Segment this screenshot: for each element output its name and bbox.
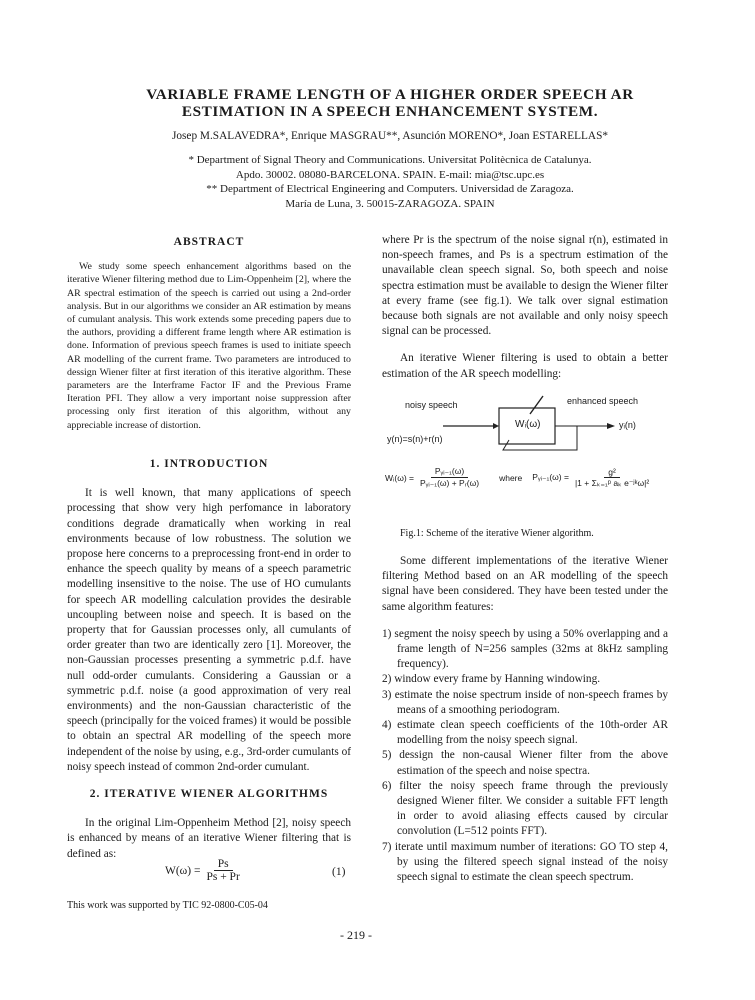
figure-1-diagram — [385, 388, 685, 528]
list-item: 4) estimate clean speech coefficients of the 10th-order AR modelling from the noisy speech signal. — [382, 719, 668, 747]
affiliation-line: María de Luna, 3. 50015-ZARAGOZA. SPAIN — [285, 197, 495, 210]
wiener-eq-lhs: Wᵢ(ω) = — [385, 472, 414, 483]
wiener-equation — [385, 466, 655, 489]
authors: Josep M.SALAVEDRA*, Enrique MASGRAU**, Asunción MORENO*, Joan ESTARELLAS* — [171, 130, 609, 142]
introduction-section — [67, 457, 351, 775]
section2-body: In the original Lim-Oppenheim Method [2], noisy speech is enhanced by means of an iterative Wiener filtering that is defined as: — [67, 817, 351, 860]
introduction-body: It is well known, that many applications of speech processing that show very high perfomance in laboratory conditions degrade dramatically when working in real environments because of low robustness. The solution we propose here concerns to a preprocessing front-end in order to enhance the speech quality by means of a speech parametric modelling insensitive to the noise. The use of HO cumulants for speech AR modelling calculation provides the desirable uncoupling between noise and speech. It is based on the property that for Gaussian processes only, all cumulants of order greater than two are identically zero [1]. Moreover, the non-Gaussian processes presenting a symmetric p.d.f. have null odd-order cumulants. Considering a Gaussian or a symmetric p.d.f. noise (a good approximation of very real environments) and the non-Gaussian characteristic of the speech (principally for the voiced frames) it would be possible to obtain an spectral AR modelling of the speech more independent of the noise by using, e.g., 3rd-order cumulants of noisy speech instead of common 2nd-order cumulant. — [67, 487, 351, 773]
footnote: This work was supported by TIC 92-0800-C05-04 — [67, 900, 268, 911]
ar-eq-fraction — [575, 467, 649, 489]
title-line-2: ESTIMATION IN A SPEECH ENHANCEMENT SYSTEM. — [181, 103, 599, 120]
wiener-eq-denominator: Pᵧᵢ₋₁(ω) + Pᵣ(ω) — [419, 478, 480, 488]
list-item: 2) window every frame by Hanning windowing. — [382, 673, 601, 686]
input-label: noisy speech — [405, 400, 458, 410]
list-item: 7) iterate until maximum number of iterations: GO TO step 4, by using the filtered speech signal instead of the noisy speech signal to estimate the clean speech spectrum. — [382, 840, 668, 884]
equation-numerator: Ps — [214, 858, 233, 871]
equation-lhs: W(ω) = — [165, 864, 201, 877]
right-column-top — [382, 233, 668, 382]
where-label: where — [499, 472, 523, 483]
page-number: - 219 - — [340, 928, 372, 942]
algorithm-steps — [382, 627, 668, 885]
equation-1 — [165, 858, 246, 883]
abstract-body: We study some speech enhancement algorithms based on the iterative Wiener filtering method due to Lim-Oppenheim [2], where the AR spectral estimation of the speech is carried out using a 2nd-order analysis. But in our algorithms we consider an AR estimation by means of cumulant analysis. This work extends some preceding papers due to the authors, providing a different frame length where AR estimation is done. Information of previous speech frames is used to initiate speech AR modelling of the current frame. Two parameters are introduced to dessign Wiener filter at first iteration of this iterative algorithm. These parameters are the Interframe Factor IF and the Previous Frame Iteration PFI. They allow a very important noise suppression after processing only first iteration of this algorithm, without any appreciable increase of distortion. — [67, 261, 351, 431]
equation-fraction — [206, 858, 239, 883]
affiliation-line: ** Department of Electrical Engineering and Computers. Universidad de Zaragoza. — [206, 183, 574, 195]
introduction-heading: 1. INTRODUCTION — [149, 458, 269, 470]
list-item: 3) estimate the noise spectrum inside of non-speech frames by means of a smoothing periodogram. — [382, 688, 668, 716]
input-equation: y(n)=s(n)+r(n) — [387, 434, 443, 444]
equation-denominator: Ps + Pr — [206, 871, 240, 883]
paper-title — [60, 86, 720, 120]
output-signal: yᵢ(n) — [619, 420, 636, 430]
ar-eq-lhs: Pᵧᵢ₋₁(ω) = — [532, 472, 569, 482]
affiliation-line: * Department of Signal Theory and Communications. Universitat Politècnica de Catalunya. — [188, 154, 592, 166]
abstract-section — [67, 235, 351, 432]
paragraph: An iterative Wiener filtering is used to obtain a better estimation of the AR speech modelling: — [382, 352, 668, 380]
ar-eq-denominator: |1 + Σₖ₌₁ᵖ aₖ e⁻ʲᵏω|² — [574, 477, 650, 488]
output-label: enhanced speech — [567, 396, 639, 406]
section2-heading: 2. ITERATIVE WIENER ALGORITHMS — [89, 788, 329, 800]
figure-caption: Fig.1: Scheme of the iterative Wiener algorithm. — [400, 528, 594, 539]
paragraph: where Pr is the spectrum of the noise signal r(n), estimated in non-speech frames, and Ps is a spectrum estimation of the unavailable clean speech signal. So, both speech and noise spectra estimation must be available to design the Wiener filter at every frame (see fig.1). We talk over signal estimation because both signals are not available and only noisy speech signal can be processed. — [382, 234, 668, 338]
wiener-eq-numerator: Pᵧᵢ₋₁(ω) — [431, 466, 468, 478]
filter-block-label: Wᵢ(ω) — [515, 419, 541, 430]
list-item: 5) dessign the non-causal Wiener filter from the above estimation of the speech and noise spectra. — [382, 749, 668, 777]
section2 — [67, 787, 351, 862]
list-item: 1) segment the noisy speech by using a 50% overlapping and a frame length of N=256 samples (32ms at 8kHz sampling frequency). — [382, 627, 668, 671]
ar-eq-numerator: g² — [604, 467, 620, 478]
equation-number: (1) — [332, 866, 346, 878]
list-item: 6) filter the noisy speech frame through the previously designed Wiener filter. We consider a suitable FFT length in order to avoid aliasing effects caused by circular convolution (L=512 points FFT). — [382, 779, 668, 838]
abstract-heading: ABSTRACT — [173, 236, 245, 248]
wiener-eq-fraction — [420, 466, 479, 489]
right-column-bottom — [382, 554, 668, 885]
affiliations — [40, 153, 740, 211]
paragraph: Some different implementations of the iterative Wiener filtering Method based on an AR modelling of the speech signal have been considered. They have been tested under the same algorithm features: — [382, 555, 668, 613]
affiliation-line: Apdo. 30002. 08080-BARCELONA. SPAIN. E-mail: mia@tsc.upc.es — [235, 168, 545, 181]
title-line-1: VARIABLE FRAME LENGTH OF A HIGHER ORDER SPEECH AR — [146, 86, 634, 103]
